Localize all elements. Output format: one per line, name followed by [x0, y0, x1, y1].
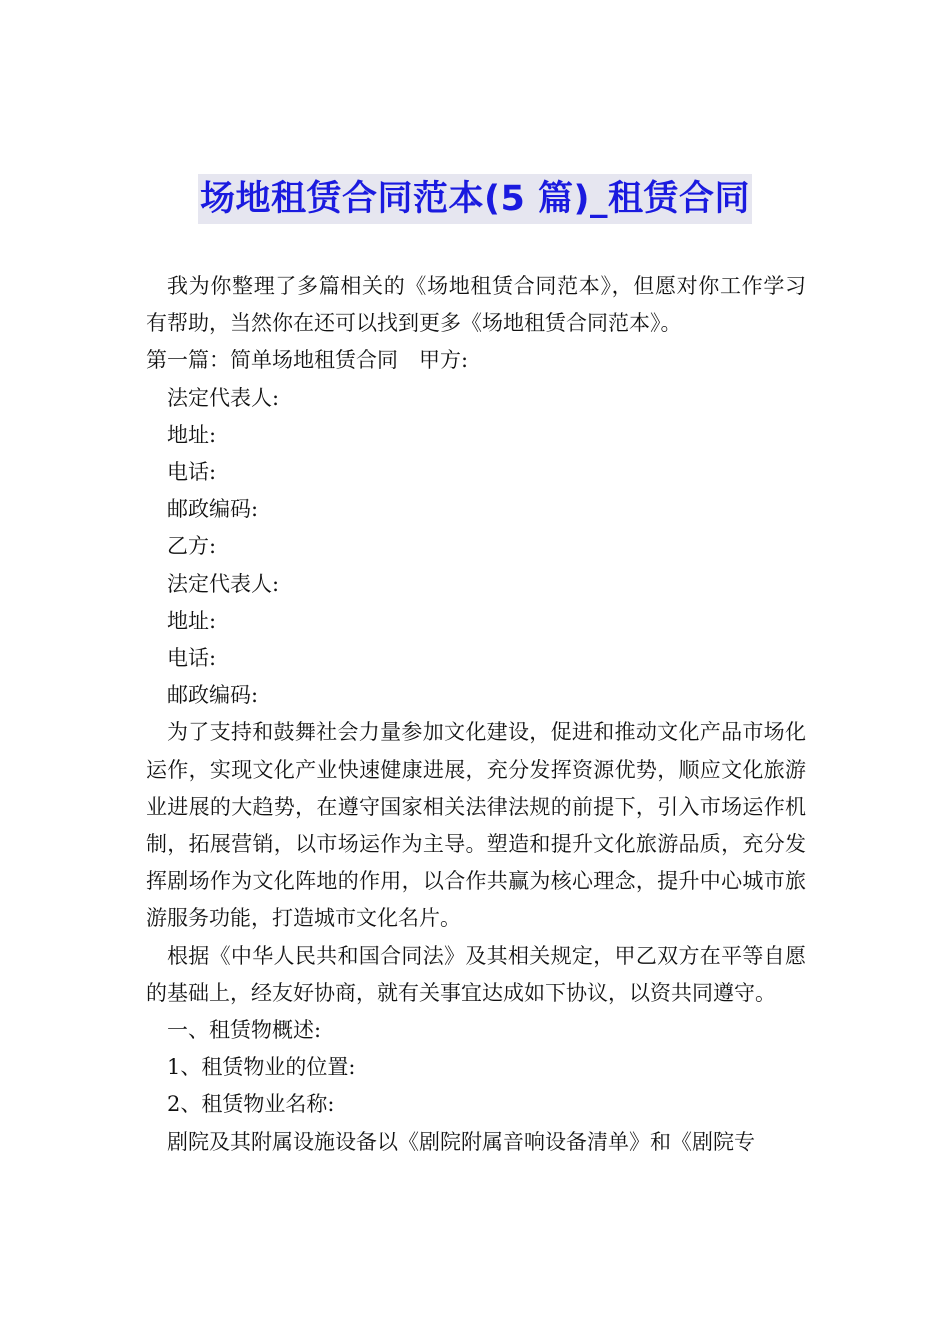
party-b-phone: 电话: [167, 646, 217, 671]
section-heading: 第一篇：简单场地租赁合同 甲方: [146, 348, 469, 373]
party-b-label: 乙方: [167, 534, 217, 559]
party-a-postcode: 邮政编码: [167, 497, 259, 522]
purpose-paragraph: 为了支持和鼓舞社会力量参加文化建设，促进和推动文化产品市场化运作，实现文化产业快速健康进展，充分发挥资源优势，顺应文化旅游业进展的大趋势，在遵守国家相关法律法规的前提下，引入市场运作机制，拓展营销，以市场运作为主导。塑造和提升文化旅游品质，充分发挥剧场作为文化阵地的作用，以合作共赢为核心理念，提升中心城市旅游服务功能，打造城市文化名片。 [146, 720, 806, 931]
party-a-address: 地址: [167, 422, 217, 447]
document-title: 场地租赁合同范本(5 篇)_租赁合同 [198, 174, 752, 224]
party-a-legal-rep: 法定代表人: [167, 385, 280, 410]
party-b-address: 地址: [167, 608, 217, 633]
document-body [146, 268, 806, 1161]
clause-item-location: 1、租赁物业的位置: [167, 1055, 356, 1080]
party-b-legal-rep: 法定代表人: [167, 571, 280, 596]
clause-item-name: 2、租赁物业名称: [167, 1092, 335, 1117]
intro-paragraph: 我为你整理了多篇相关的《场地租赁合同范本》，但愿对你工作学习有帮助，当然你在还可以找到更多《场地租赁合同范本》。 [146, 274, 806, 336]
party-a-phone: 电话: [167, 460, 217, 485]
clause-heading: 一、租赁物概述: [167, 1018, 322, 1043]
basis-paragraph: 根据《中华人民共和国合同法》及其相关规定，甲乙双方在平等自愿的基础上，经友好协商，就有关事宜达成如下协议，以资共同遵守。 [146, 943, 806, 1005]
clause-item-description: 剧院及其附属设施设备以《剧院附属音响设备清单》和《剧院专 [167, 1129, 755, 1154]
party-b-postcode: 邮政编码: [167, 683, 259, 708]
title-container [0, 174, 950, 224]
